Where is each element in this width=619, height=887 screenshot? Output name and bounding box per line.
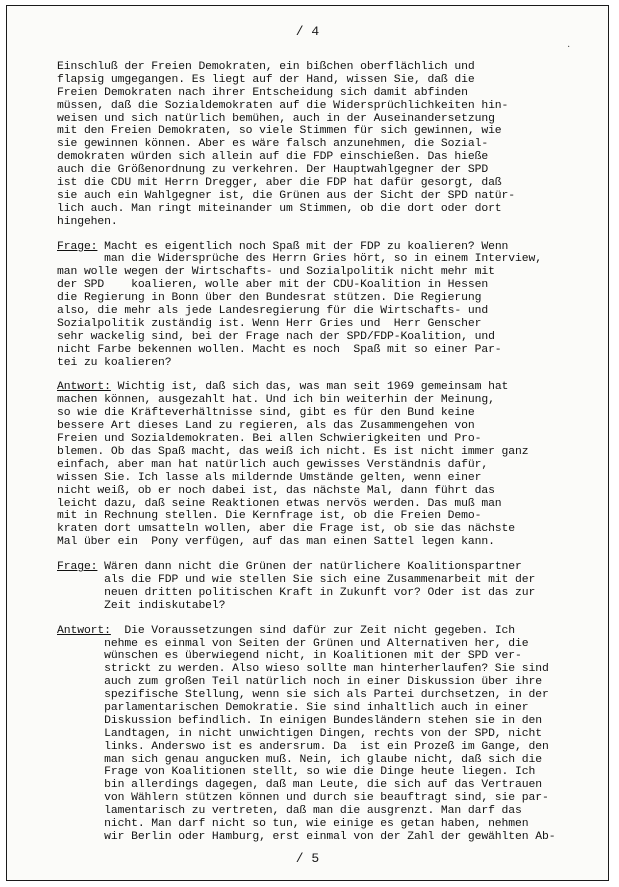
text-line: wünschen es überwiegend nicht, in Koalitionen mit der SPD ver- [57,650,522,663]
speaker-label: Frage: [57,240,98,253]
text-line: wissen Sie. Ich lasse als mildernde Umstände gelten, wenn einer [57,471,482,484]
paragraph-block [57,61,597,229]
text-line: ist die CDU mit Herrn Dregger, aber die FDP hat dafür gesorgt, daß [57,177,502,190]
text-line: Einschluß der Freien Demokraten, ein bißchen oberflächlich und [57,61,475,73]
text-line: sie auch ein Wahlgegner ist, die Grünen aus der Sicht der SPD natür- [57,189,516,202]
text-line: die Regierung in Bonn über den Bundesrat stützen. Die Regierung [57,292,482,305]
text-line: auch die Größenordnung zu verkehren. Der Hauptwahlgegner der SPD [57,164,489,177]
paragraph-block [57,241,597,370]
text-line: mit in Rechnung stellen. Die Kernfrage ist, ob die Freien Demo- [57,510,482,523]
text-line: wir Berlin oder Hamburg, erst einmal von der Zahl der gewählten Ab- [57,830,556,843]
text-line: strickt zu werden. Also wieso sollte man hinterherlaufen? Sie sind [57,663,549,676]
document-body [57,61,597,856]
text-line: leicht dazu, daß seine Reaktionen etwas nervös werden. Das muß man [57,497,502,510]
text-line: Freien und Sozialdemokraten. Bei allen Schwierigkeiten und Pro- [57,433,482,446]
document-page [6,5,609,881]
text-line: nicht Farbe bekennen wollen. Macht es noch Spaß mit so einer Par- [57,343,502,356]
text-line: spezifische Stellung, wenn sie sich als Partei durchsetzen, in der [57,689,549,702]
text-line: einfach, aber man hat natürlich auch gewisses Verständnis dafür, [57,458,489,471]
text-line: kraten dort umsatteln wollen, aber die Frage ist, ob sie das nächste [57,523,516,536]
text-line: demokraten würden sich allein auf die FDP einschießen. Das hieße [57,151,489,164]
text-line: Diskussion befindlich. In einigen Bundesländern stehen sie in den [57,714,542,727]
text-line: Zeit indiskutabel? [57,599,226,612]
text-line: lich auch. Man ringt miteinander um Stimmen, ob die dort oder dort [57,202,502,215]
text-line: man wolle wegen der Wirtschafts- und Sozialpolitik nicht mehr mit [57,266,495,279]
text-line: müssen, daß die Sozialdemokraten auf die Widersprüchlichkeiten hin- [57,99,509,112]
page-number-bottom: / 5 [295,851,320,866]
text-line: von Wählern stützen können und durch sie beauftragt sind, sie par- [57,792,549,805]
text-line: man die Widersprüche des Herrn Gries hört, so in einem Interview, [57,253,542,266]
text-line: Antwort: Die Voraussetzungen sind dafür zur Zeit nicht gegeben. Ich [57,624,516,637]
text-line: bin allerdings dagegen, daß man Leute, die sich auf das Vertrauen [57,779,542,792]
text-line: nicht weiß, ob er noch dabei ist, das nächste Mal, dann führt das [57,484,495,497]
paragraph-block [57,381,597,549]
text-line: sie gewinnen können. Aber es wäre falsch anzunehmen, die Sozial- [57,138,489,151]
text-line: hingehen. [57,215,118,228]
text-line: so wie die Kräfteverhältnisse sind, gibt es für den Bund keine [57,407,475,420]
text-line: sehr wackelig sind, bei der Frage nach der SPD/FDP-Koalition, und [57,330,495,343]
speaker-label: Frage: [57,561,98,574]
text-line: links. Anderswo ist es andersrum. Da ist ein Prozeß im Gange, den [57,740,549,753]
text-line: mit den Freien Demokraten, so viele Stimmen für sich gewinnen, wie [57,125,502,138]
page-number-top: / 4 [295,24,320,39]
text-line: neuen dritten politischen Kraft in Zukunft vor? Oder ist das zur [57,586,536,599]
text-line: parlamentarischen Demokratie. Sie sind inhaltlich auch in einer [57,701,529,714]
text-line: Sozialpolitik zuständig ist. Wenn Herr Gries und Herr Genscher [57,317,482,330]
text-line: machen können, ausgezahlt hat. Und ich bin weiterhin der Meinung, [57,394,495,407]
paragraph-block [57,625,597,844]
speaker-label: Antwort: [57,381,111,394]
text-line: auch zum großen Teil natürlich noch in einer Diskussion über ihre [57,676,542,689]
text-line: weisen und sich natürlich bemühen, auch in der Auseinandersetzung [57,112,495,125]
text-line: lamentarisch zu vertreten, daß man die ausgrenzt. Man darf das [57,805,522,818]
text-line: Landtagen, in nicht unwichtigen Dingen, rechts von der SPD, nicht [57,727,542,740]
text-line: Frage: Wären dann nicht die Grünen der natürlichere Koalitionspartner [57,561,522,574]
text-line: tei zu koalieren? [57,356,172,369]
text-line: also, die mehr als jede Landesregierung für die Wirtschafts- und [57,305,489,318]
speaker-label: Antwort: [57,624,111,637]
text-line: nicht. Man darf nicht so tun, wie einige es getan haben, nehmen [57,817,529,830]
text-line: nehme es einmal von Seiten der Grünen und Alternativen her, die [57,637,529,650]
text-line: Antwort: Wichtig ist, daß sich das, was man seit 1969 gemeinsam hat [57,381,509,394]
text-line: Frage: Macht es eigentlich noch Spaß mit der FDP zu koalieren? Wenn [57,240,509,253]
text-line: bessere Art dieses Land zu regieren, als das Zusammengehen von [57,420,475,433]
paragraph-block [57,561,597,613]
text-line: Mal über ein Pony verfügen, auf das man einen Sattel legen kann. [57,536,495,549]
text-line: Freien Demokraten nach ihrer Entscheidung sich damit abfinden [57,86,468,99]
text-line: man sich genau angucken muß. Nein, ich glaube nicht, daß sich die [57,753,542,766]
text-line: blemen. Ob das Spaß macht, das weiß ich nicht. Es ist nicht immer ganz [57,445,529,458]
text-line: als die FDP und wie stellen Sie sich eine Zusammenarbeit mit der [57,573,536,586]
text-line: Frage von Koalitionen stellt, so wie die Dinge heute liegen. Ich [57,766,536,779]
text-line: der SPD koalieren, wolle aber mit der CDU-Koalition in Hessen [57,279,489,292]
corner-mark: · [567,42,571,53]
text-line: flapsig umgegangen. Es liegt auf der Hand, wissen Sie, daß die [57,73,475,86]
